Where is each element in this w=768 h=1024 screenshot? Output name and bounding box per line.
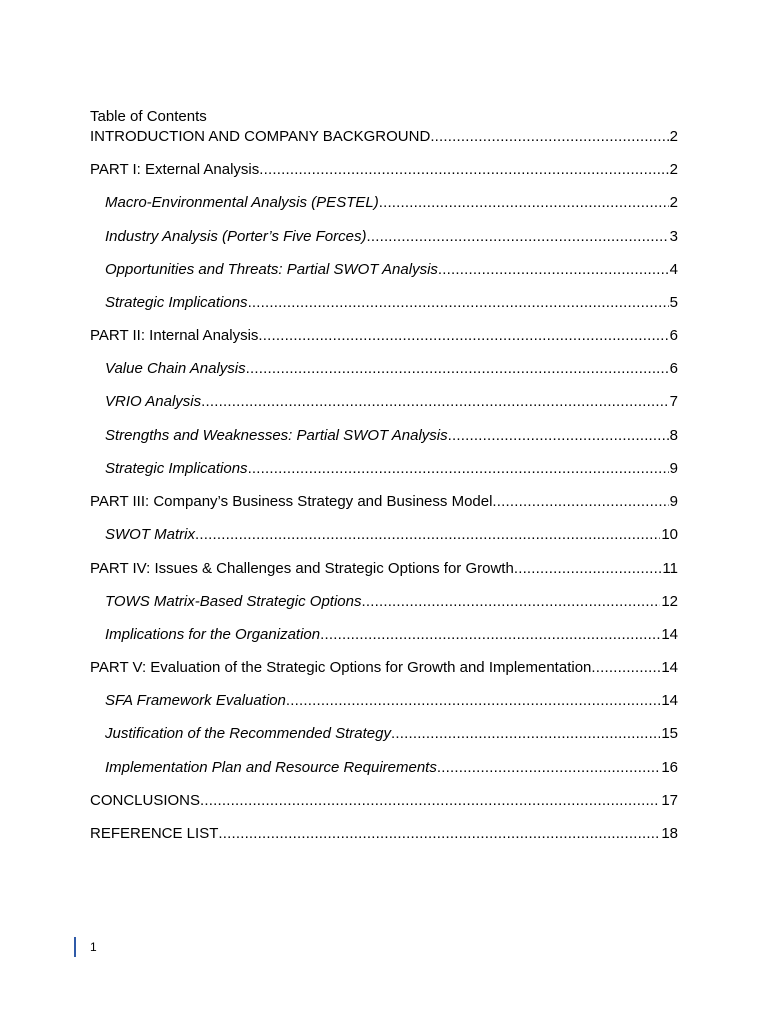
toc-entry[interactable] <box>105 758 678 778</box>
toc-entry-page: 17 <box>661 792 678 809</box>
toc-entry-label: PART III: Company’s Business Strategy and Business Model <box>90 493 493 510</box>
toc-entry[interactable] <box>90 160 678 180</box>
toc-entry-page: 9 <box>669 460 678 477</box>
toc-dot-leader <box>218 824 660 844</box>
toc-dot-leader <box>391 724 660 744</box>
toc-entry[interactable] <box>105 625 678 645</box>
toc-entry[interactable] <box>90 492 678 512</box>
toc-entry[interactable] <box>90 326 678 346</box>
toc-dot-leader <box>286 691 660 711</box>
toc-entry-page: 10 <box>661 526 678 543</box>
toc-entry-page: 18 <box>661 825 678 842</box>
toc-dot-leader <box>195 525 660 545</box>
toc-entry-page: 12 <box>661 593 678 610</box>
toc-entry-label: PART V: Evaluation of the Strategic Options for Growth and Implementation <box>90 659 592 676</box>
toc-dot-leader <box>200 791 660 811</box>
toc-entry[interactable] <box>105 260 678 280</box>
toc-entry-page: 2 <box>669 161 678 178</box>
toc-entry-label: Opportunities and Threats: Partial SWOT Analysis <box>105 261 438 278</box>
toc-entry[interactable] <box>90 559 678 579</box>
toc-entry-page: 8 <box>669 427 678 444</box>
toc-entry-page: 5 <box>669 294 678 311</box>
toc-title: Table of Contents <box>90 108 207 125</box>
toc-entry-label: Strengths and Weaknesses: Partial SWOT Analysis <box>105 427 448 444</box>
toc-entry[interactable] <box>105 426 678 446</box>
toc-entry-page: 11 <box>662 560 678 577</box>
toc-entry-label: Justification of the Recommended Strategy <box>105 725 391 742</box>
toc-entry[interactable] <box>105 193 678 213</box>
toc-entry[interactable] <box>105 724 678 744</box>
toc-entry-page: 6 <box>669 327 678 344</box>
toc-dot-leader <box>248 459 669 479</box>
toc-entry[interactable] <box>105 691 678 711</box>
toc-entry[interactable] <box>105 293 678 313</box>
toc-entry[interactable] <box>90 127 678 147</box>
toc-entry-label: Value Chain Analysis <box>105 360 246 377</box>
toc-entry-page: 14 <box>661 692 678 709</box>
toc-dot-leader <box>259 160 668 180</box>
toc-entry[interactable] <box>105 592 678 612</box>
toc-entry-page: 6 <box>669 360 678 377</box>
toc-entry-label: VRIO Analysis <box>105 393 202 410</box>
toc-dot-leader <box>201 392 669 412</box>
toc-dot-leader <box>591 658 660 678</box>
toc-entry-label: Implementation Plan and Resource Requirements <box>105 759 437 776</box>
toc-entry-label: SFA Framework Evaluation <box>105 692 286 709</box>
toc-entry-label: PART I: External Analysis <box>90 161 260 178</box>
toc-entry[interactable] <box>90 791 678 811</box>
toc-entry[interactable] <box>105 392 678 412</box>
toc-dot-leader <box>492 492 668 512</box>
toc-dot-leader <box>366 227 668 247</box>
toc-entry-label: Strategic Implications <box>105 460 248 477</box>
toc-entry-label: CONCLUSIONS <box>90 792 201 809</box>
toc-entry-label: INTRODUCTION AND COMPANY BACKGROUND <box>90 128 431 145</box>
toc-dot-leader <box>437 758 660 778</box>
toc-dot-leader <box>248 293 669 313</box>
toc-dot-leader <box>246 359 669 379</box>
toc-entry-label: REFERENCE LIST <box>90 825 219 842</box>
toc-entry-label: Macro-Environmental Analysis (PESTEL) <box>105 194 379 211</box>
toc-entry-page: 2 <box>669 194 678 211</box>
toc-dot-leader <box>430 127 668 147</box>
toc-dot-leader <box>320 625 660 645</box>
toc-entry-page: 14 <box>661 659 678 676</box>
toc-entry[interactable] <box>105 459 678 479</box>
footer-page-number: 1 <box>90 940 97 954</box>
footer-accent-bar <box>74 937 76 957</box>
toc-entry-label: TOWS Matrix-Based Strategic Options <box>105 593 362 610</box>
toc-dot-leader <box>514 559 662 579</box>
toc-entry-label: PART IV: Issues & Challenges and Strategic Options for Growth <box>90 560 514 577</box>
toc-entry[interactable] <box>105 227 678 247</box>
toc-entry[interactable] <box>90 658 678 678</box>
toc-entry-label: SWOT Matrix <box>105 526 195 543</box>
toc-dot-leader <box>361 592 660 612</box>
toc-entry[interactable] <box>105 359 678 379</box>
toc-entry-page: 4 <box>669 261 678 278</box>
toc-dot-leader <box>258 326 668 346</box>
toc-entry-page: 9 <box>669 493 678 510</box>
toc-entry-page: 14 <box>661 626 678 643</box>
toc-entry-page: 15 <box>661 725 678 742</box>
toc-entry-page: 2 <box>669 128 678 145</box>
toc-entry[interactable] <box>105 525 678 545</box>
toc-entry-page: 16 <box>661 759 678 776</box>
toc-entry-page: 3 <box>669 228 678 245</box>
toc-entry-label: Strategic Implications <box>105 294 248 311</box>
toc-dot-leader <box>438 260 669 280</box>
toc-entry[interactable] <box>90 824 678 844</box>
toc-entry-label: PART II: Internal Analysis <box>90 327 259 344</box>
toc-dot-leader <box>448 426 669 446</box>
toc-dot-leader <box>379 193 669 213</box>
toc-entry-page: 7 <box>669 393 678 410</box>
toc-entry-label: Implications for the Organization <box>105 626 321 643</box>
toc-entry-label: Industry Analysis (Porter’s Five Forces) <box>105 228 367 245</box>
